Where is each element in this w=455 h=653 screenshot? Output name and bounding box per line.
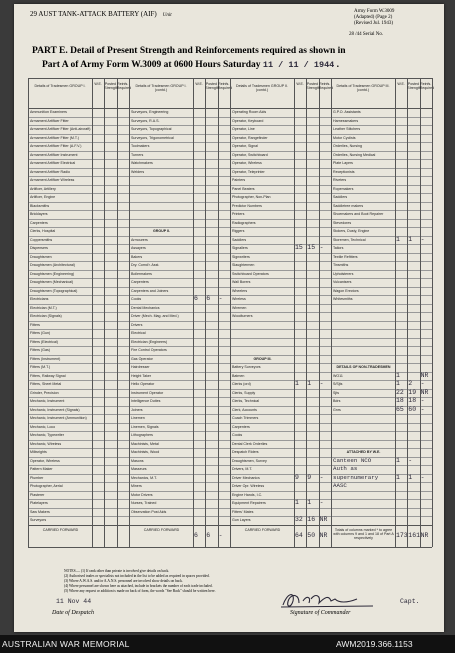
row-label: Gas Operator [131, 356, 153, 361]
row-label: Fitters (Electrical) [30, 339, 58, 344]
commander-signature-label: Signature of Commander [290, 610, 351, 616]
cell-value: NR [420, 371, 429, 379]
commander-rank: Capt. [400, 598, 420, 605]
cell-value: 1 [396, 456, 400, 464]
row-label: Despatch Riders [232, 450, 259, 454]
row-label: Slaughtermen [232, 263, 255, 267]
row-label: Machinists, Metal [131, 441, 159, 446]
cell-value: NR [420, 388, 429, 396]
cell-value: - [319, 499, 324, 506]
row-label: Vulcanisers [333, 280, 352, 284]
row-label: Harnessmakers [333, 118, 359, 123]
row-label: Fitters, Railway Signal [30, 373, 66, 378]
column-header: Details of Tradesmen GROUP I. (contd.) [135, 84, 187, 92]
row-label: Mechanic, Instrument (Signals) [30, 407, 80, 412]
row-label: Operator, Teleprinter [232, 169, 265, 174]
sub-header: Reinfs. Required [116, 82, 132, 90]
row-label: Draughtsmen (Topographical) [30, 288, 78, 293]
cell-value: 1 [295, 380, 299, 387]
row-label: Stevedores [333, 220, 352, 225]
row-label: Textile Refitters [333, 254, 358, 259]
row-label: Operator, Line [232, 127, 255, 131]
cell-value: 6 [206, 295, 211, 302]
row-label: Masseurs [131, 467, 147, 471]
row-label: Tailors [333, 246, 344, 250]
row-label: Cooks [131, 297, 142, 301]
sub-header: Posted Strength [407, 82, 421, 90]
sub-header: Reinfs. Required [318, 82, 334, 90]
row-label: Plate Layers [333, 161, 353, 165]
cell-value: - [319, 473, 324, 481]
row-label: Whitesmiths [333, 297, 353, 301]
row-label: Platelayers [30, 501, 48, 505]
row-label: Clerks, Hospital [30, 229, 56, 233]
row-label: Armament Artificer Electrical [30, 161, 76, 165]
footer-value: 173 [396, 531, 408, 539]
row-label: Fitters (M.T.) [30, 365, 51, 369]
column-header: Details of Tradesmen GROUP I. [34, 84, 86, 88]
attached-note: Auth as [333, 465, 358, 472]
cell-value: 16 [307, 516, 316, 523]
row-label: Draughtsmen (Architectural) [30, 263, 75, 267]
row-label: Radiographers [232, 220, 256, 225]
sub-header: W.E. [94, 82, 102, 86]
cell-value: 15 [307, 244, 316, 251]
row-label: Stokers, Dusty, Engine [333, 229, 370, 233]
cell-value: 1 [396, 371, 400, 379]
cell-value: 18 [396, 397, 404, 404]
caption-right: AWM2019.366.1153 [336, 639, 413, 649]
row-label: Fitters (Gun) [30, 331, 51, 335]
row-label: ATTACHED BY W.E. [346, 450, 381, 454]
row-label: GROUP III. [253, 356, 272, 361]
footer-value: 50 [307, 531, 316, 539]
table-rule [230, 78, 231, 547]
row-label: Mechanic, Loco [30, 424, 56, 429]
row-label: Armament Artificer Fitter (Anti-aircraft) [30, 127, 91, 131]
row-label: Surveyors, Trigonometrical [131, 135, 174, 140]
row-label: Nurses, Trained [131, 501, 157, 505]
row-label: Signwriters [232, 254, 250, 259]
row-label: Lithographers [131, 433, 153, 437]
row-label: Shoemakers and Boot Repairer [333, 212, 384, 216]
row-label: Instrument Operator [131, 390, 164, 395]
row-label: Orderlies, Nursing [333, 144, 362, 148]
sub-header: W.E. [397, 82, 405, 86]
row-label: Electricians [30, 297, 49, 301]
table-rule [193, 78, 194, 547]
row-label: Draughtsmen, Survey [232, 458, 267, 463]
cell-value: - [420, 397, 425, 404]
row-label: Fitters, Sheet Metal [30, 382, 62, 386]
row-label: Orderlies, Nursing Medical [333, 152, 376, 157]
table-rule [129, 78, 130, 547]
row-label: Dry. Comd'r. Asst. [131, 263, 160, 267]
row-label: Operating Room Aids [232, 110, 267, 114]
row-label: Cooks [232, 433, 243, 437]
row-label: Bdrs [333, 399, 341, 403]
row-label: Surveyors, Engineering [131, 110, 169, 114]
row-label: Armament Artificer Fitter (M.T.) [30, 135, 79, 140]
cell-value: - [420, 473, 425, 481]
row-label: Photographer, Non-Plan [232, 195, 271, 199]
row-label: Wireless [232, 297, 246, 301]
row-label: Driver Mechanics [232, 475, 260, 480]
cell-value: 19 [408, 388, 417, 396]
page-title-line-2: Part A of Army Form W.3009 at 0600 Hours Saturday 11 / 11 / 1944 . [42, 60, 340, 70]
row-label: Carpenters and Joiners [131, 288, 169, 293]
row-label: Electrician (Engineers) [131, 339, 168, 344]
table-rule [104, 78, 105, 547]
column-header: Details of Tradesmen GROUP II. (contd.) [235, 84, 289, 92]
cell-value: 1 [396, 380, 400, 387]
row-label: Operator, Rangefinder [232, 135, 268, 140]
row-label: Wheelers [232, 288, 248, 293]
row-label: Wall Borers [232, 280, 251, 284]
row-label: Wiremen [232, 305, 247, 310]
row-label: Drivers [131, 322, 143, 327]
row-label: Assayers [131, 246, 146, 250]
cell-value: 15 [295, 244, 303, 251]
footer-value: NR [319, 531, 328, 539]
row-label: Operator, Wireless [30, 458, 60, 463]
sub-header: Posted Strength [306, 82, 320, 90]
unit-name: 29 AUST TANK-ATTACK BATTERY (AIF) Unit [30, 10, 172, 18]
row-label: Clerk, Accounts [232, 407, 257, 412]
row-label: Bakers [131, 254, 143, 259]
row-label: S/Sjts [333, 382, 343, 386]
row-label: Armament Artificer Fitter (A.F.V.) [30, 144, 82, 148]
carried-forward-label: CARRIED FORWARD [244, 527, 281, 532]
sub-header: Reinfs. Required [217, 82, 233, 90]
cell-value: - [420, 235, 425, 243]
row-label: Clerks (ord) [232, 382, 251, 386]
cell-value: 1 [295, 499, 299, 506]
row-label: WO11 [333, 373, 343, 378]
row-label: Equipment Repairers [232, 501, 266, 505]
attached-note: supernumerary [333, 473, 379, 481]
row-label: Operator, Keyboard [232, 118, 264, 123]
row-label: Mechanics, M.T. [131, 475, 157, 480]
carried-forward-label: CARRIED FORWARD [42, 527, 79, 532]
cell-value: - [420, 405, 425, 413]
form-reference: Army Form W.3009 (Adapted) (Page 2) (Revised Jul. 1943) [354, 9, 395, 26]
row-label: Operator, Signal [232, 144, 258, 148]
row-label: Printers [232, 212, 245, 216]
row-label: Panel Beaters [232, 186, 255, 191]
row-label: Mechanic, Instrument (Ammunition) [30, 416, 87, 420]
cell-value: 65 [396, 405, 404, 413]
row-label: Motor Drivers [131, 492, 153, 497]
row-label: Plasterer [30, 492, 45, 497]
row-label: Machinists, Wood [131, 450, 160, 454]
row-label: Saw Makers [30, 509, 50, 514]
row-label: Armament Artificer Radio [30, 169, 70, 174]
row-label: Linemen [131, 416, 145, 420]
row-label: Masons [131, 458, 144, 463]
row-label: Clerks, Technical [232, 399, 260, 403]
row-label: Receptionists [333, 169, 355, 174]
row-label: Armament Artificer Instrument [30, 152, 78, 157]
row-label: Battery Surveyors [232, 365, 261, 369]
row-label: Carpenters [30, 220, 48, 225]
row-label: Armament Artificer Wireless [30, 178, 75, 182]
row-label: Operator, Wireless [232, 161, 262, 165]
table-rule [218, 78, 219, 547]
row-label: Batmen [232, 373, 245, 378]
row-label: Predictor Numbers [232, 203, 262, 208]
row-label: Boilermakers [131, 271, 152, 276]
row-label: Welders [131, 169, 145, 174]
table-rule [28, 78, 29, 547]
row-label: Fitters (Instrument) [30, 356, 61, 361]
row-label: Electrician (Signals) [30, 314, 62, 318]
dispatch-date: 11 Nov 44 [56, 598, 92, 605]
sub-header: W.E. [195, 82, 203, 86]
row-label: Dental Clerk Orderlies [232, 441, 268, 446]
cell-value: 1 [408, 473, 413, 481]
row-label: Saddlers [333, 195, 348, 199]
cell-value: 6 [194, 295, 198, 302]
row-label: Fire Control Operators [131, 348, 167, 352]
row-label: Fitters (Gas) [30, 348, 50, 352]
row-label: Blacksmiths [30, 203, 50, 208]
footer-value: 6 [194, 531, 198, 539]
table-rule [28, 547, 432, 548]
row-label: Gnrs [333, 407, 341, 412]
column-header: Details of Tradesmen GROUP III. (contd.) [336, 84, 390, 92]
row-label: Fitters' Mates [232, 509, 254, 514]
cell-value: 1 [396, 473, 400, 481]
table-rule [117, 78, 118, 547]
sub-header: Posted Strength [205, 82, 219, 90]
footer-value: 6 [206, 531, 211, 539]
row-label: Linemen, Signals [131, 424, 159, 429]
cell-value: 1 [408, 235, 413, 243]
row-label: Dental Mechanics [131, 305, 160, 310]
row-label: Surveyors, Topographical [131, 127, 172, 131]
row-label: Gun Layers [232, 518, 251, 522]
row-label: Height Taker [131, 373, 152, 378]
row-label: Pattern Maker [30, 467, 53, 471]
row-label: Artificer, Engine [30, 195, 56, 199]
row-label: Dispensers [30, 246, 48, 250]
caption-left: AUSTRALIAN WAR MEMORIAL [2, 639, 130, 649]
row-label: Engine Hands, I.C. [232, 492, 263, 497]
row-label: Watchmakers [131, 161, 153, 165]
row-label: DETAILS OF NON-TRADESMEN [336, 365, 391, 369]
row-label: Sjts [333, 390, 339, 395]
row-label: Intelligence Duties [131, 399, 161, 403]
row-label: Coach Trimmers [232, 416, 259, 420]
row-label: Motor Cyclists [333, 135, 356, 140]
row-label: Driver (Mech. Mag. and Med.) [131, 314, 179, 318]
cell-value: - [420, 380, 425, 387]
footer-value: 161 [408, 531, 420, 539]
footer-value: 64 [295, 531, 303, 539]
row-label: Painters [232, 178, 246, 182]
row-label: Fitters [30, 322, 40, 327]
cell-value: 22 [396, 388, 404, 396]
footer-value: NR [420, 531, 429, 539]
row-label: Saddletree makers [333, 203, 364, 208]
row-label: Ammunition Examiners [30, 110, 67, 114]
row-label: Saddlers [232, 237, 247, 242]
row-label: Surveyors, R.A.S. [131, 118, 160, 123]
row-label: Storemen, Technical [333, 237, 366, 242]
row-label: Switchboard Operators [232, 271, 269, 276]
cell-value: - [319, 380, 324, 387]
page-title-line-1: PART E. Detail of Present Strength and Reinforcements required as shown in [32, 46, 346, 56]
row-label: Toolmakers [131, 144, 150, 148]
row-label: Joiners [131, 407, 143, 412]
row-label: Draughtsmen (Engineering) [30, 271, 75, 276]
row-label: Draughtsmen (Mechanical) [30, 280, 74, 284]
row-label: Carpenters [232, 424, 250, 429]
cell-value: - [319, 244, 324, 251]
row-label: Leather Stitchers [333, 127, 361, 131]
table-rule [331, 78, 332, 547]
row-label: Hello Operator [131, 382, 155, 386]
row-label: Mechanic, Wireless [30, 441, 62, 446]
sub-header: Posted Strength [104, 82, 118, 90]
table-rule [205, 78, 206, 547]
row-label: Ropemakers [333, 186, 354, 191]
row-label: Bricklayers [30, 212, 48, 216]
form-sheet [14, 4, 444, 632]
row-label: Tinsmiths [333, 263, 349, 267]
cell-value: 9 [295, 473, 299, 481]
cell-value: 1 [396, 235, 400, 243]
serial-number: 28 /44 Serial No. [349, 32, 384, 37]
attached-note: AASC [333, 482, 347, 489]
row-label: Armourers [131, 237, 148, 242]
row-label: Mechanic, Typewriter [30, 433, 64, 437]
commander-signature [277, 587, 377, 611]
row-label: Electrical [131, 331, 146, 335]
row-label: Riveters [333, 178, 347, 182]
cell-value: 9 [307, 473, 312, 481]
row-label: Photographer, Aerial [30, 484, 63, 488]
row-label: Draughtsmen [30, 254, 52, 259]
cell-value: 1 [307, 499, 312, 506]
dispatch-date-label: Date of Despatch [52, 610, 94, 616]
row-label: Electrician (M.T.) [30, 305, 57, 310]
sub-header: Reinfs. Required [419, 82, 435, 90]
row-label: Grinder, Precision [30, 390, 59, 395]
cell-value: - [218, 295, 223, 302]
table-rule [92, 78, 93, 547]
cell-value: 60 [408, 405, 417, 413]
carried-forward-label: CARRIED FORWARD [143, 527, 180, 532]
row-label: Surveyors [30, 518, 47, 522]
row-label: Armament Artificer Fitter [30, 118, 69, 123]
cell-value: NR [319, 516, 328, 523]
row-label: Riggers [232, 229, 245, 233]
row-label: Driver Opr. Wireless [232, 484, 265, 488]
row-label: Woodturners [232, 314, 253, 318]
row-label: GROUP II. [152, 229, 171, 233]
notes-block: NOTES.— (1) If rank other than private is involved give details on back. (2) Authorised trades or specialists not included in the list to be added as required in spaces provided. (3) Where A.W.A.S. and/or A.A.N.S. personnel are involved show details on back. (4) Where personnel are shown here as attached, include in brackets the number of each trade included. (5) Where any request or addition is made on back of form, the words "See Back" should be written here. [64, 569, 216, 593]
row-label: Mechanic, Instrument [30, 399, 65, 403]
footer-value: - [218, 531, 223, 539]
cell-value: 2 [408, 380, 413, 387]
row-label: Artificer, Artillery [30, 186, 56, 191]
row-label: Turners [131, 152, 144, 157]
row-label: Miners [131, 484, 142, 488]
cell-value: 32 [295, 516, 303, 523]
row-label: Millwrights [30, 450, 47, 454]
row-label: G.P.O. Assistants [333, 110, 361, 114]
carried-forward-label: Totals of columns marked * to agree with columns 9 and 1 and 18 of Part A respectively [333, 527, 394, 540]
row-label: Coppersmiths [30, 237, 53, 242]
row-label: Upholsterers [333, 271, 354, 276]
row-label: Clerks, Supply [232, 390, 256, 395]
cell-value: 18 [408, 397, 417, 404]
row-label: Observation Post Aids [131, 509, 167, 514]
table-rule [432, 78, 433, 547]
row-label: Plumber [30, 475, 44, 480]
sub-header: W.E. [296, 82, 304, 86]
row-label: Signallers [232, 246, 248, 250]
attached-note: Canteen NCO [333, 456, 372, 464]
row-label: Hairdresser [131, 365, 150, 369]
row-label: Operator, Switchboard [232, 152, 268, 157]
row-label: Drivers, M.T. [232, 467, 253, 471]
cell-value: 1 [307, 380, 312, 387]
cell-value: - [408, 456, 413, 464]
strength-table [28, 78, 435, 547]
row-label: Wagon Erectors [333, 288, 359, 293]
row-label: Carpenters [131, 280, 149, 284]
